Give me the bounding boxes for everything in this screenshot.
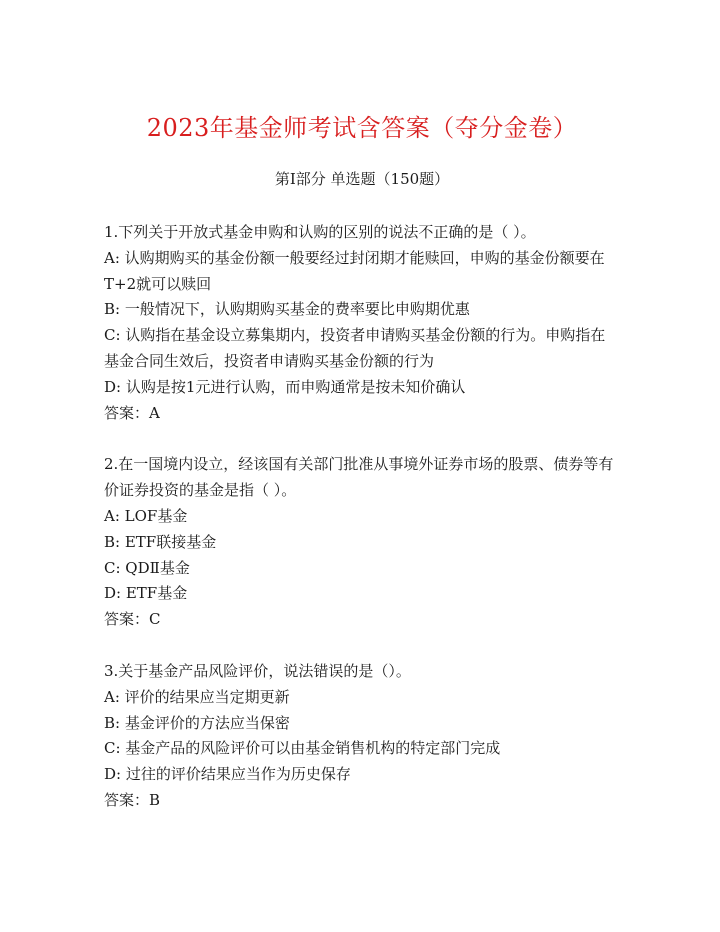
option-a: A: 评价的结果应当定期更新 xyxy=(104,687,290,706)
section-title: 第I部分 单选题（150题） xyxy=(274,170,450,188)
answer-line: 答案：C xyxy=(104,610,161,629)
question-1 xyxy=(104,220,620,426)
question-3 xyxy=(104,659,620,814)
option-c: C: 认购指在基金设立募集期内，投资者申请购买基金份额的行为。申购指在基金合同生效后，投资者申请购买基金份额的行为 xyxy=(104,326,606,370)
option-d: D: 认购是按1元进行认购，而申购通常是按未知价确认 xyxy=(104,377,466,396)
document-title: 2023年基金师考试含答案（夺分金卷） xyxy=(146,114,578,142)
option-c: C: 基金产品的风险评价可以由基金销售机构的特定部门完成 xyxy=(104,739,501,758)
question-stem: 2.在一国境内设立，经该国有关部门批准从事境外证券市场的股票、债券等有价证券投资的基金是指（ ）。 xyxy=(104,455,614,500)
option-b: B: 基金评价的方法应当保密 xyxy=(104,713,290,732)
option-d: D: ETF基金 xyxy=(104,584,188,603)
option-c: C: QDⅡ基金 xyxy=(104,558,190,577)
question-list xyxy=(104,220,620,814)
option-a: A: LOF基金 xyxy=(104,506,188,525)
answer-line: 答案：B xyxy=(104,790,161,809)
option-b: B: ETF联接基金 xyxy=(104,532,217,551)
answer-line: 答案：A xyxy=(104,403,160,422)
question-stem: 1.下列关于开放式基金申购和认购的区别的说法不正确的是（ ）。 xyxy=(104,223,536,241)
question-2 xyxy=(104,452,620,633)
option-d: D: 过往的评价结果应当作为历史保存 xyxy=(104,765,351,784)
option-a: A: 认购期购买的基金份额一般要经过封闭期才能赎回，申购的基金份额要在T+2就可以赎回 xyxy=(104,248,605,293)
option-b: B: 一般情况下，认购期购买基金的费率要比申购期优惠 xyxy=(104,300,470,319)
question-stem: 3.关于基金产品风险评价，说法错误的是（）。 xyxy=(104,661,411,680)
